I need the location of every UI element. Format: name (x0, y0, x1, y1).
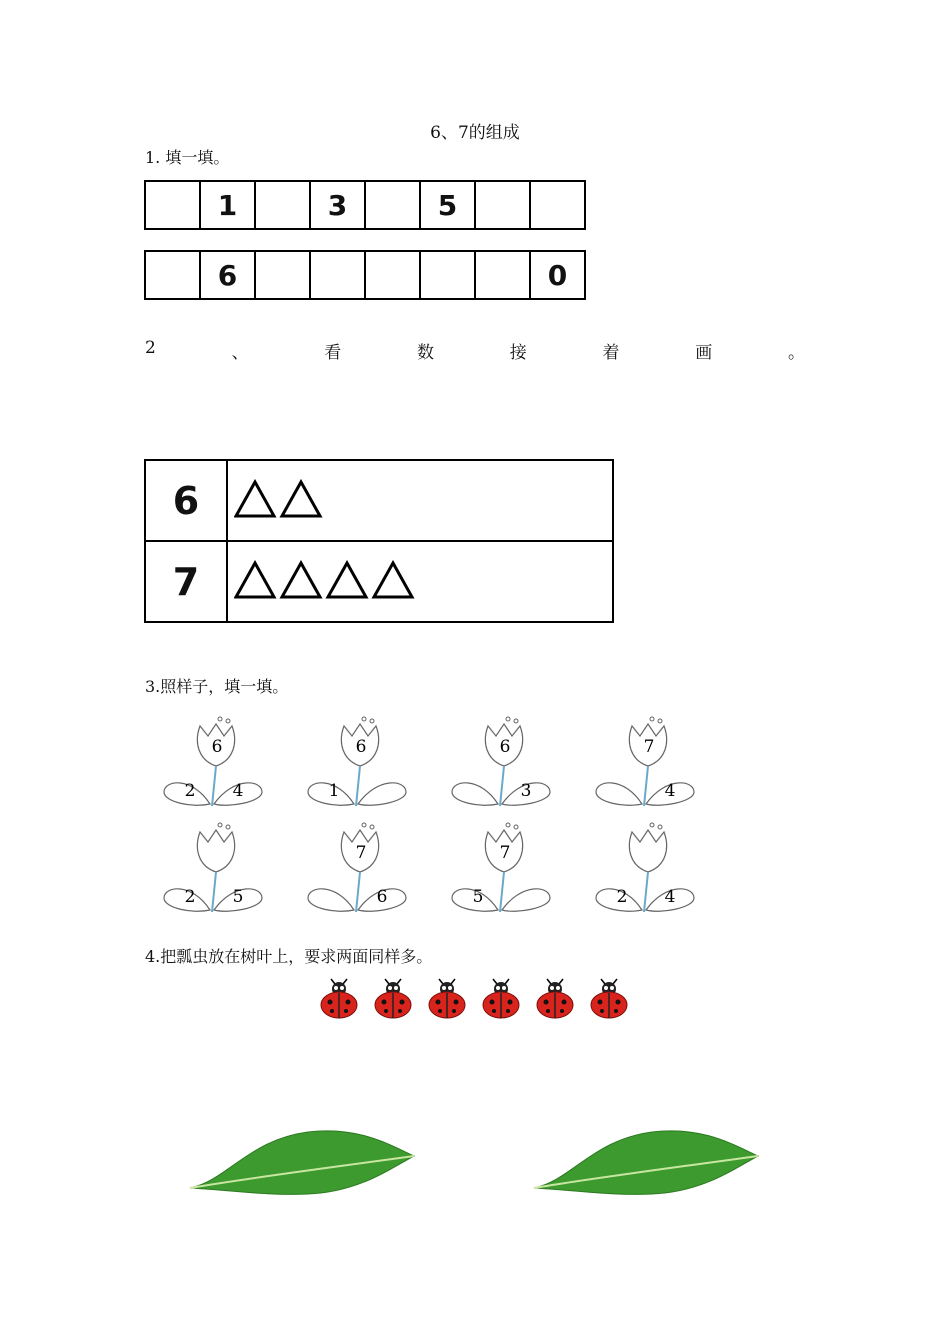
question-2-label (145, 338, 805, 363)
flower-number: 7 (499, 843, 511, 863)
row-number: 6 (145, 460, 227, 541)
sequence-cell[interactable] (365, 251, 420, 299)
flower-number: 2 (616, 887, 628, 907)
sequence-cell[interactable] (255, 251, 310, 299)
question-1-label: 1. 填一填。 (145, 148, 230, 167)
row-number: 7 (145, 541, 227, 622)
flower-number: 2 (184, 781, 196, 801)
question-4-label: 4.把瓢虫放在树叶上，要求两面同样多。 (145, 947, 433, 966)
triangle-icon (328, 563, 366, 597)
flower-number: 4 (232, 781, 244, 801)
sequence-cell[interactable] (475, 181, 530, 229)
triangle-icon (236, 482, 274, 516)
sequence-cell[interactable]: 0 (530, 251, 585, 299)
ladybug-row (318, 978, 630, 1020)
flower-number: 2 (184, 887, 196, 907)
label-char: 2 (145, 338, 156, 358)
leaf-right[interactable] (532, 1120, 762, 1200)
sequence-cell[interactable] (365, 181, 420, 229)
flower-number: 6 (499, 737, 511, 757)
flower-3 (450, 712, 560, 812)
flower-number: 5 (472, 887, 484, 907)
flower-2 (306, 712, 416, 812)
sequence-table-1 (144, 180, 586, 230)
triangle-area[interactable] (227, 460, 613, 541)
label-char: 看 (324, 343, 342, 363)
flower-number: 4 (664, 887, 676, 907)
triangle-group (234, 560, 418, 600)
flower-number: 6 (211, 737, 223, 757)
sequence-cell[interactable] (310, 251, 365, 299)
triangle-icon (282, 482, 320, 516)
sequence-cell[interactable]: 6 (200, 251, 255, 299)
page-title: 6、7的组成 (430, 123, 520, 143)
ladybug-icon[interactable] (588, 978, 630, 1020)
flower-6 (306, 818, 416, 918)
ladybug-icon[interactable] (426, 978, 468, 1020)
label-char: 。 (787, 343, 805, 363)
sequence-cell[interactable] (475, 251, 530, 299)
sequence-cell[interactable] (255, 181, 310, 229)
sequence-cell[interactable]: 5 (420, 181, 475, 229)
triangle-icon (374, 563, 412, 597)
flower-number: 6 (355, 737, 367, 757)
ladybug-icon[interactable] (534, 978, 576, 1020)
triangle-area[interactable] (227, 541, 613, 622)
ladybug-icon[interactable] (480, 978, 522, 1020)
flower-7 (450, 818, 560, 918)
flower-4 (594, 712, 704, 812)
label-char: 数 (417, 343, 435, 363)
label-char: 着 (602, 343, 620, 363)
triangle-icon (236, 563, 274, 597)
flower-number: 5 (232, 887, 244, 907)
sequence-cell[interactable]: 3 (310, 181, 365, 229)
flower-5 (162, 818, 272, 918)
label-char: 接 (509, 343, 527, 363)
sequence-table-2 (144, 250, 586, 300)
flower-number: 7 (643, 737, 655, 757)
flower-number: 3 (520, 781, 532, 801)
flower-number: 6 (376, 887, 388, 907)
sequence-cell[interactable] (530, 181, 585, 229)
flower-8 (594, 818, 704, 918)
question-3-label: 3.照样子，填一填。 (145, 677, 289, 696)
triangle-icon (282, 563, 320, 597)
sequence-cell[interactable] (145, 181, 200, 229)
flower-1 (162, 712, 272, 812)
sequence-cell[interactable] (420, 251, 475, 299)
label-char: 、 (231, 343, 249, 363)
sequence-cell[interactable] (145, 251, 200, 299)
leaf-left[interactable] (188, 1120, 418, 1200)
sequence-cell[interactable]: 1 (200, 181, 255, 229)
label-char: 画 (695, 343, 713, 363)
triangle-group (234, 479, 326, 519)
ladybug-icon[interactable] (318, 978, 360, 1020)
ladybug-icon[interactable] (372, 978, 414, 1020)
flower-number: 4 (664, 781, 676, 801)
drawing-table (144, 459, 614, 623)
flower-number: 7 (355, 843, 367, 863)
flower-number: 1 (328, 781, 340, 801)
